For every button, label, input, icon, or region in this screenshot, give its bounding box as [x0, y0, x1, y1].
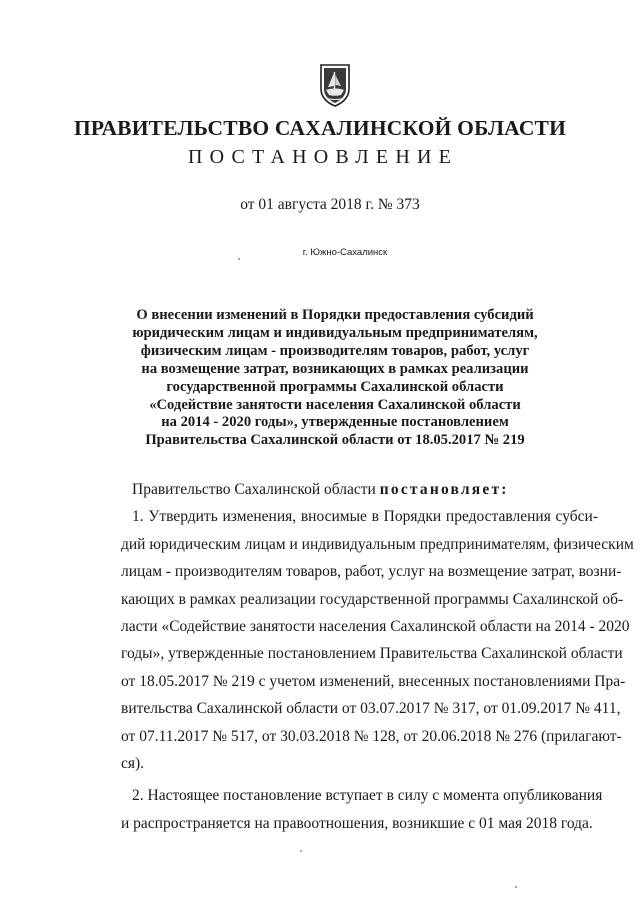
- subject-line: физическим лицам - производителям товаров, работ, услуг: [140, 342, 530, 359]
- sakhalin-coat-of-arms-icon: [318, 63, 352, 107]
- subject-line: Правительства Сахалинской области от 18.05.2017 № 219: [145, 432, 525, 449]
- preamble-subject: Правительство Сахалинской области: [132, 481, 376, 498]
- subject-line: юридическим лицам и индивидуальным предпринимателям,: [132, 324, 538, 341]
- subject-line: О внесении изменений в Порядки предоставления субсидий: [136, 307, 534, 323]
- decree-subject: [120, 307, 550, 450]
- paragraph-1-line: вительства Сахалинской области от 03.07.2017 № 317, от 01.09.2017 № 411,: [121, 700, 621, 718]
- scan-speck: [515, 886, 517, 888]
- scan-speck: [300, 850, 302, 852]
- paragraph-1-line: ся).: [121, 755, 145, 773]
- paragraph-1-line: кающих в рамках реализации государственной программы Сахалинской об-: [121, 590, 624, 608]
- paragraph-1-line: ласти «Содействие занятости населения Сахалинской области на 2014 - 2020: [121, 618, 630, 636]
- paragraph-2-line: и распространяется на правоотношения, возникшие с 01 мая 2018 года.: [121, 814, 593, 832]
- document-type: ПОСТАНОВЛЕНИЕ: [187, 146, 459, 168]
- paragraph-1-line: от 18.05.2017 № 219 с учетом изменений, внесенных постановлениями Пра-: [121, 672, 626, 690]
- preamble-verb: постановляет:: [379, 481, 509, 498]
- paragraph-1-line: лицам - производителям товаров, работ, услуг на возмещение затрат, возни-: [121, 563, 622, 581]
- government-title: ПРАВИТЕЛЬСТВО САХАЛИНСКОЙ ОБЛАСТИ: [73, 116, 567, 140]
- paragraph-1-line: от 07.11.2017 № 517, от 30.03.2018 № 128, от 20.06.2018 № 276 (прилагают-: [121, 727, 622, 745]
- preamble: [121, 476, 598, 503]
- paragraph-1-line: 1. Утвердить изменения, вносимые в Порядки предоставления субси-: [132, 508, 598, 526]
- city-label: г. Южно-Сахалинск: [302, 247, 388, 258]
- paragraph-2-line: 2. Настоящее постановление вступает в силу с момента опубликования: [132, 787, 603, 805]
- decree-body: [121, 476, 634, 837]
- scan-speck: [238, 258, 240, 260]
- subject-line: на 2014 - 2020 годы», утвержденные постановлением: [161, 414, 509, 431]
- paragraph-1-line: дий юридическим лицам и индивидуальным предпринимателям, физическим: [121, 535, 634, 553]
- subject-line: на возмещение затрат, возникающих в рамках реализации: [141, 360, 529, 377]
- subject-line: государственной программы Сахалинской области: [166, 378, 504, 395]
- paragraph-1-line: годы», утвержденные постановлением Правительства Сахалинской области: [121, 645, 623, 663]
- subject-line: «Содействие занятости населения Сахалинской области: [149, 396, 521, 413]
- date-and-number: от 01 августа 2018 г. № 373: [240, 196, 420, 213]
